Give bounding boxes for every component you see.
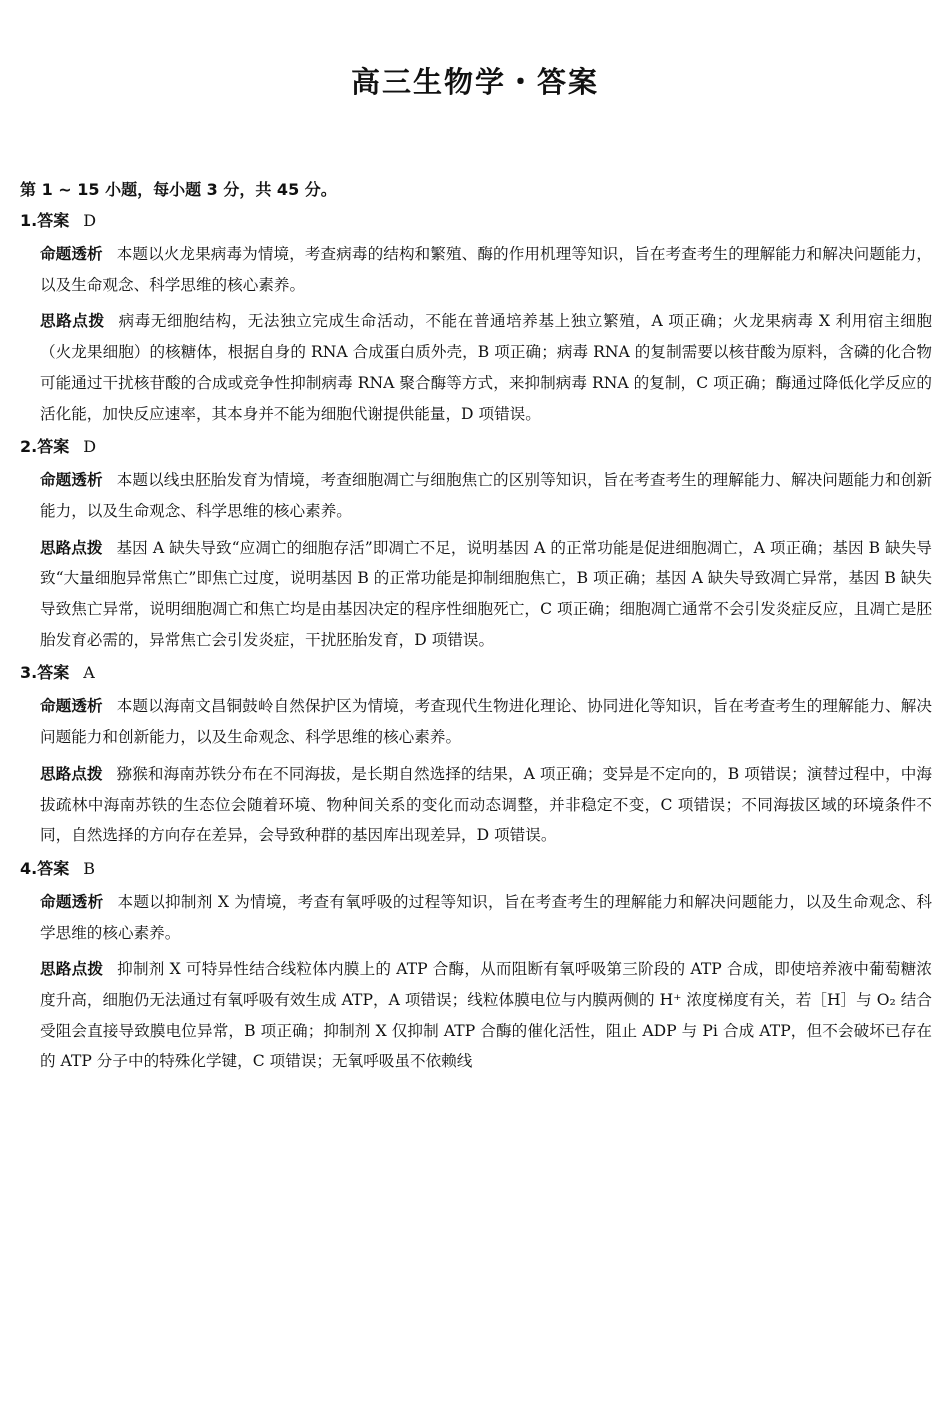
analysis-label: 命题透析 (40, 245, 103, 263)
answer-label: 答案 (37, 437, 70, 457)
question-header (20, 661, 932, 685)
hint-label: 思路点拨 (40, 312, 105, 331)
hint-paragraph (40, 306, 932, 429)
answer-value: B (83, 858, 95, 878)
question-number: 1. (20, 211, 38, 230)
answer-label: 答案 (37, 858, 70, 878)
analysis-paragraph (40, 887, 932, 948)
analysis-label: 命题透析 (40, 892, 104, 911)
question-block (20, 209, 932, 429)
answer-label: 答案 (37, 663, 70, 683)
question-block (20, 661, 932, 851)
hint-paragraph (40, 954, 932, 1077)
analysis-text: 本题以海南文昌铜鼓岭自然保护区为情境，考查现代生物进化理论、协同进化等知识，旨在考查考生的理解能力、解决问题能力和创新能力，以及生命观念、科学思维的核心素养。 (40, 697, 932, 747)
answer-value: D (83, 437, 97, 457)
page-title: 高三生物学・答案 (350, 65, 599, 99)
analysis-paragraph (40, 465, 932, 526)
hint-label: 思路点拨 (40, 764, 103, 783)
question-block (20, 435, 932, 655)
analysis-label: 命题透析 (40, 471, 103, 490)
hint-paragraph (40, 759, 932, 851)
hint-label: 思路点拨 (40, 960, 104, 979)
hint-text: 抑制剂 X 可特异性结合线粒体内膜上的 ATP 合酶，从而阻断有氧呼吸第三阶段的 ATP 合成，即使培养液中葡萄糖浓度升高，细胞仍无法通过有氧呼吸有效生成 ATP，A 项错误；线粒体膜电位与内膜两侧的 H⁺ 浓度梯度有关，若［H］与 O₂ 结合受阻会直接导致膜电位异常，B 项正确；抑制剂 X 仅抑制 ATP 合酶的催化活性，阻止 ADP 与 Pi 合成 ATP，但不会破坏已存在的 ATP 分子中的特殊化学键，C 项错误；无氧呼吸虽不依赖线 (40, 960, 932, 1071)
analysis-text: 本题以线虫胚胎发育为情境，考查细胞凋亡与细胞焦亡的区别等知识，旨在考查考生的理解能力、解决问题能力和创新能力，以及生命观念、科学思维的核心素养。 (40, 471, 932, 520)
question-header (20, 857, 932, 881)
question-number: 2. (20, 437, 38, 457)
analysis-paragraph (40, 239, 932, 300)
hint-text: 基因 A 缺失导致“应凋亡的细胞存活”即凋亡不足，说明基因 A 的正常功能是促进细胞凋亡，A 项正确；基因 B 缺失导致“大量细胞异常焦亡”即焦亡过度，说明基因 B 的正常功能是抑制细胞焦亡，B 项正确；基因 A 缺失导致凋亡异常，基因 B 缺失导致焦亡异常，说明细胞凋亡和焦亡均是由基因决定的程序性细胞死亡，C 项正确；细胞凋亡通常不会引发炎症反应，且凋亡是胚胎发育必需的，异常焦亡会引发炎症，干扰胚胎发育，D 项错误。 (40, 538, 932, 649)
analysis-text: 本题以火龙果病毒为情境，考查病毒的结构和繁殖、酶的作用机理等知识，旨在考查考生的理解能力和解决问题能力，以及生命观念、科学思维的核心素养。 (40, 245, 932, 294)
answer-value: D (83, 211, 97, 230)
hint-text: 猕猴和海南苏铁分布在不同海拔，是长期自然选择的结果，A 项正确；变异是不定向的，B 项错误；演替过程中，中海拔疏林中海南苏铁的生态位会随着环境、物种间关系的变化而动态调整，并非稳定不变，C 项错误；不同海拔区域的环境条件不同，自然选择的方向存在差异，会导致种群的基因库出现差异，D 项错误。 (40, 764, 932, 845)
analysis-text: 本题以抑制剂 X 为情境，考查有氧呼吸的过程等知识，旨在考查考生的理解能力和解决问题能力，以及生命观念、科学思维的核心素养。 (40, 892, 932, 942)
answer-value: A (83, 663, 95, 683)
hint-text: 病毒无细胞结构，无法独立完成生命活动，不能在普通培养基上独立繁殖，A 项正确；火龙果病毒 X 利用宿主细胞（火龙果细胞）的核糖体，根据自身的 RNA 合成蛋白质外壳，B 项正确；病毒 RNA 的复制需要以核苷酸为原料，含磷的化合物可能通过干扰核苷酸的合成或竞争性抑制病毒 RNA 聚合酶等方式，来抑制病毒 RNA 的复制，C 项正确；酶通过降低化学反应的活化能，加快反应速率，其本身并不能为细胞代谢提供能量，D 项错误。 (40, 312, 932, 423)
answer-label: 答案 (37, 211, 70, 230)
analysis-paragraph (40, 691, 932, 752)
hint-label: 思路点拨 (40, 538, 103, 557)
question-header (20, 209, 932, 233)
question-header (20, 435, 932, 459)
question-number: 4. (20, 858, 38, 878)
question-block (20, 857, 932, 1077)
section-intro: 第 1 ~ 15 小题，每小题 3 分，共 45 分。 (20, 180, 337, 199)
answer-content (20, 178, 932, 1083)
analysis-label: 命题透析 (40, 697, 103, 716)
question-number: 3. (20, 663, 38, 683)
hint-paragraph (40, 533, 932, 656)
